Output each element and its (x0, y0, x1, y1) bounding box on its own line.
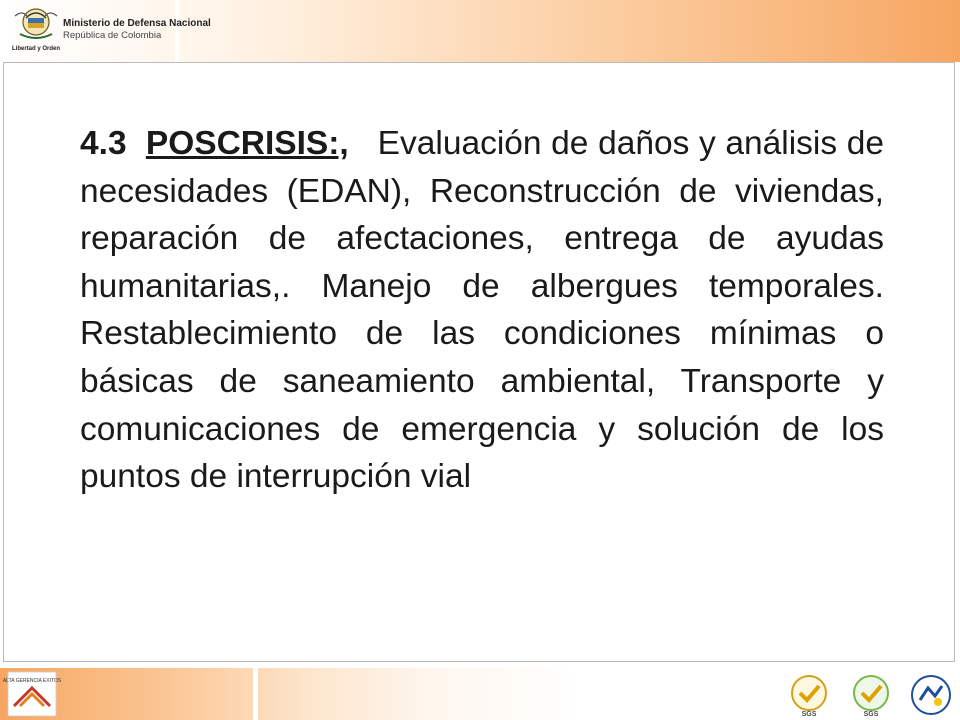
cert-label-1: SGS (801, 711, 817, 718)
cert-label-2: SGS (863, 711, 879, 718)
section-heading: POSCRISIS:, (145, 125, 349, 162)
header-divider (175, 0, 179, 62)
sgs-cert-icon (848, 672, 894, 718)
ministry-name: Ministerio de Defensa Nacional (63, 18, 211, 29)
left-logo-text: ALTA GERENCIA EXITOS (2, 678, 62, 684)
slide-body (80, 120, 884, 501)
sgs-cert-icon (786, 672, 832, 718)
country-name: República de Colombia (63, 30, 162, 41)
section-text: Evaluación de daños y análisis de necesidades (EDAN), Reconstrucción de viviendas, reparación de afectaciones, entrega de ayudas humanitarias,. Manejo de albergues temporales. Restablecimiento de las condiciones mínimas o básicas de saneamiento ambiental, Transporte y comunicaciones de emergencia y solución de los puntos de interrupción vial (80, 125, 884, 496)
footer-divider (253, 668, 258, 720)
section-number: 4.3 (80, 125, 127, 162)
colombia-seal-icon (10, 4, 62, 54)
alta-gerencia-logo-icon (2, 670, 62, 718)
cert-seal-icon (908, 672, 954, 718)
seal-motto: Libertad y Orden (11, 46, 61, 52)
